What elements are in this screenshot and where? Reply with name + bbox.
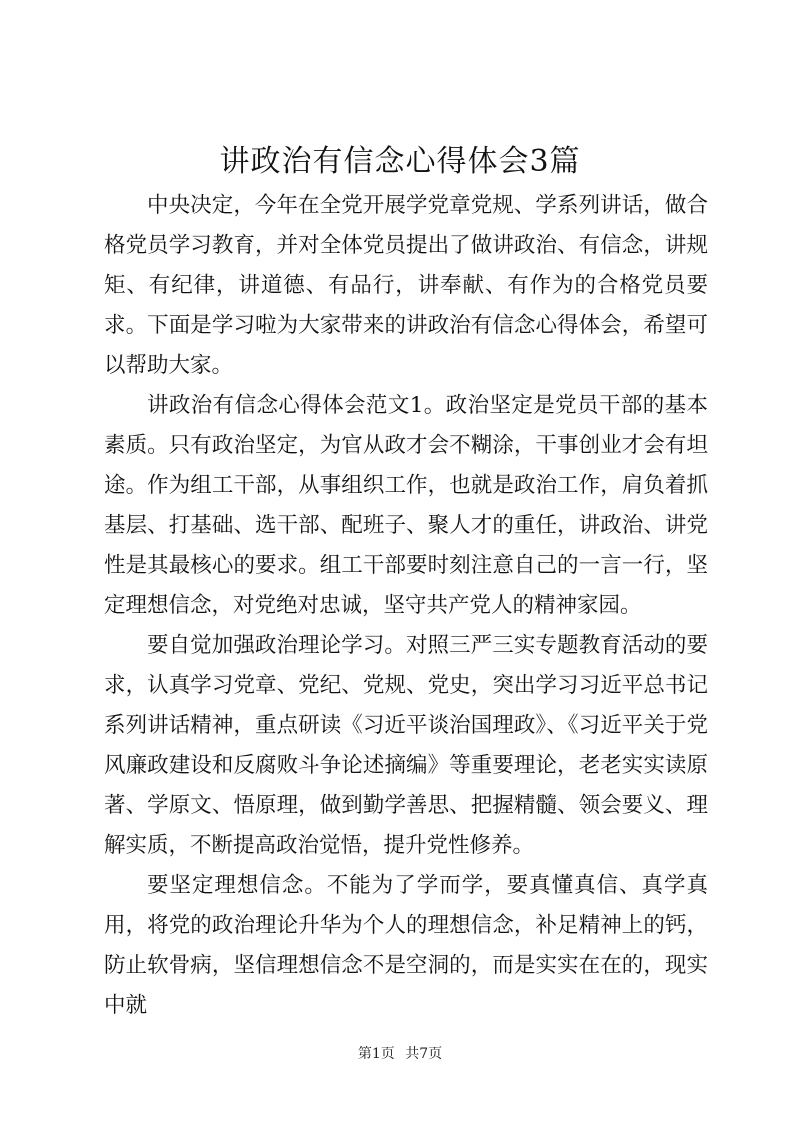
paragraph-intro: 中央决定，今年在全党开展学党章党规、学系列讲话，做合格党员学习教育，并对全体党员提出了做讲政治、有信念，讲规矩、有纪律，讲道德、有品行，讲奉献、有作为的合格党员要求。下面是学习啦为大家带来的讲政治有信念心得体会，希望可以帮助大家。: [104, 193, 708, 378]
page-total: 共7页: [405, 1046, 443, 1062]
paragraph-firm-belief: 要坚定理想信念。不能为了学而学，要真懂真信、真学真用，将党的政治理论升华为个人的理想信念，补足精神上的钙，防止软骨病，坚信理想信念不是空洞的，而是实实在在的，现实中就: [104, 873, 708, 1018]
paragraph-sample-1: 讲政治有信念心得体会范文1。政治坚定是党员干部的基本素质。只有政治坚定，为官从政才会不糊涂，干事创业才会有坦途。作为组工干部，从事组织工作，也就是政治工作，肩负着抓基层、打基础、选干部、配班子、聚人才的重任，讲政治、讲党性是其最核心的要求。组工干部要时刻注意自己的一言一行，坚定理想信念，对党绝对忠诚，坚守共产党人的精神家园。: [104, 393, 708, 618]
page-number: 第1页: [357, 1046, 395, 1062]
page-footer: [0, 1044, 800, 1064]
paragraph-study-theory: 要自觉加强政治理论学习。对照三严三实专题教育活动的要求，认真学习党章、党纪、党规、党史，突出学习习近平总书记系列讲话精神，重点研读《习近平谈治国理政》、《习近平关于党风廉政建设和反腐败斗争论述摘编》等重要理论，老老实实读原著、学原文、悟原理，做到勤学善思、把握精髓、领会要义、理解实质，不断提高政治觉悟，提升党性修养。: [104, 633, 708, 858]
document-title: 讲政治有信念心得体会3篇: [219, 144, 581, 179]
document-body: [104, 186, 708, 1026]
